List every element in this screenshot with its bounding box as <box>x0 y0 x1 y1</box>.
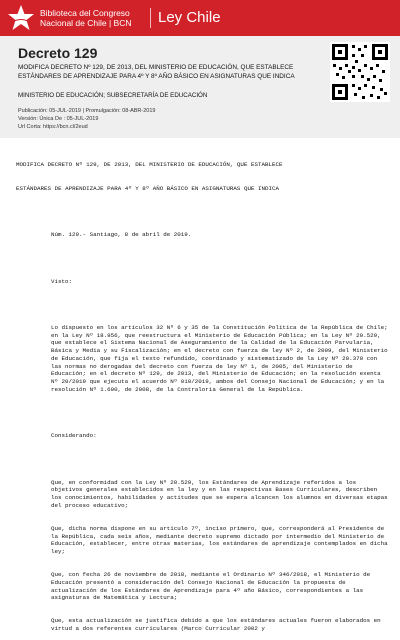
considerando-paragraph-1: Que, en conformidad con la Ley Nº 20.529, los Estándares de Aprendizaje referidos a los objetivos generales establecidos en la ley y en las respectivas Bases Curriculares, describen los conocimientos, habilidades y actitudes que se espera alcancen los alumnos en diversas etapas del proceso educativo; <box>51 478 392 509</box>
document-version: Versión: Única De : 05-JUL-2019 <box>18 116 99 122</box>
top-banner <box>0 0 400 36</box>
qr-code <box>330 42 390 102</box>
star-icon <box>6 3 36 33</box>
considerando-paragraph-4: Que, esta actualización se justifica debido a que los estándares actuales fueron elaborados en virtud a dos referentes curriculares (Marco Curricular 2002 y <box>51 617 385 633</box>
body-heading-line-1: MODIFICA DECRETO Nº 129, DE 2013, DEL MINISTERIO DE EDUCACIÓN, QUE ESTABLECE <box>16 161 283 169</box>
considerando-paragraph-2: Que, dicha norma dispone en su artículo 7º, inciso primero, que, corresponderá al Presidente de la República, cada seis años, mediante decreto supremo dictado por intermedio del Ministerio de Educación, establecer, entre otras materias, los estándares de aprendizaje contemplados en dicha ley; <box>51 524 392 556</box>
decree-number-line: Núm. 129.- Santiago, 8 de abril de 2019. <box>51 231 192 239</box>
document-title: Decreto 129 <box>18 45 98 61</box>
short-url[interactable]: Url Corta: https://bcn.cl/2eud <box>18 124 88 130</box>
document-body <box>16 146 392 640</box>
ministry-name: MINISTERIO DE EDUCACIÓN; SUBSECRETARÍA DE EDUCACIÓN <box>18 92 208 99</box>
ley-chile-label: Ley Chile <box>158 9 221 26</box>
library-brand <box>40 8 132 28</box>
considerando-label: Considerando: <box>51 432 97 440</box>
body-heading-line-2: ESTÁNDARES DE APRENDIZAJE PARA 4º Y 8º AÑO BÁSICO EN ASIGNATURAS QUE INDICA <box>16 184 280 192</box>
brand-divider <box>150 8 151 28</box>
visto-label: Visto: <box>51 277 73 285</box>
considerando-paragraph-3: Que, con fecha 26 de noviembre de 2018, mediante el Ordinario Nº 346/2018, el Ministerio de Educación presentó a consideración del Consejo Nacional de Educación la propuesta de actualización de los Estándares de Aprendizaje para 4º año Básico, correspondientes a las asignaturas de Matemática y Lectura; <box>51 571 374 602</box>
brand-line-2: Nacional de Chile | BCN <box>40 18 132 28</box>
visto-paragraph: Lo dispuesto en los artículos 32 Nº 6 y 35 de la Constitución Política de la República de Chile; en la Ley Nº 18.956, que reestructura el Ministerio de Educación Pública; en la Ley Nº 20.529, que establece el Sistema Nacional de Aseguramiento de la Calidad de la Educación Parvularia, Básica y Media y su Fiscalización; en el decreto con fuerza de ley Nº 2, de 2009, del Ministerio de Educación, que fija el texto refundido, coordinado y sistematizado de la Ley Nº 20.370 con las normas no derogadas del decreto con fuerza de ley Nº 1, de 2005, del Ministerio de Educación; en el decreto Nº 129, de 2013, del Ministerio de Educación; en la resolución exenta Nº 20/2019 que ejecuta el acuerdo Nº 010/2019, ambos del Consejo Nacional de Educación; y en la resolución Nº 1.600, de 2008, de la Contraloría General de la República. <box>51 324 392 393</box>
publication-dates: Publicación: 05-JUL-2019 | Promulgación: 08-ABR-2019 <box>18 108 156 114</box>
brand-line-1: Biblioteca del Congreso <box>40 8 130 18</box>
document-subtitle: MODIFICA DECRETO Nº 129, DE 2013, DEL MINISTERIO DE EDUCACIÓN, QUE ESTABLECE ESTÁNDARES DE APRENDIZAJE PARA 4º Y 8º AÑO BÁSICO EN ASIGNATURAS QUE INDICA <box>18 64 295 80</box>
